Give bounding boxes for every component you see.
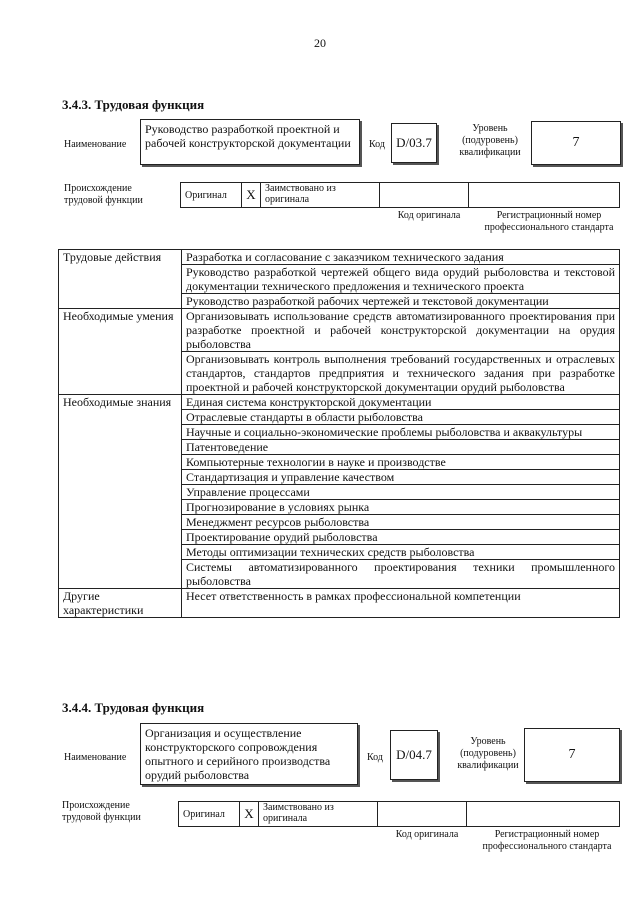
original-label: Оригинал	[181, 183, 242, 208]
level-box	[524, 728, 620, 782]
category-knowledge: Необходимые знания	[59, 395, 182, 589]
list-item: Системы автоматизированного проектирования техники промышленного рыболовства	[182, 560, 620, 589]
code-label: Код	[367, 752, 383, 763]
list-item: Проектирование орудий рыболовства	[182, 530, 620, 545]
list-item: Методы оптимизации технических средств рыболовства	[182, 545, 620, 560]
level-label: Уровень (подуровень) квалификации	[459, 123, 521, 158]
section-title: 3.4.3. Трудовая функция	[62, 97, 205, 112]
list-item: Отраслевые стандарты в области рыболовства	[182, 410, 620, 425]
function-code-box	[391, 123, 437, 163]
list-item: Руководство разработкой рабочих чертежей и текстовой документации	[182, 294, 620, 309]
list-item: Руководство разработкой чертежей общего вида орудий рыболовства и текстовой документации технического предложения и технического проекта	[182, 265, 620, 294]
category-labor-actions: Трудовые действия	[59, 250, 182, 309]
category-other: Другие характеристики	[59, 589, 182, 618]
function-code-box	[390, 730, 438, 780]
orig-code-cell	[378, 802, 467, 827]
orig-code-label: Код оригинала	[395, 829, 459, 840]
list-item: Несет ответственность в рамках профессиональной компетенции	[182, 589, 620, 618]
reg-number-label: Регистрационный номер профессионального стандарта	[484, 210, 614, 233]
list-item: Прогнозирование в условиях рынка	[182, 500, 620, 515]
function-name-box	[140, 119, 360, 165]
list-item: Единая система конструкторской документации	[182, 395, 620, 410]
section-title: 3.4.4. Трудовая функция	[62, 700, 205, 715]
level-value: 7	[572, 135, 580, 150]
origin-label: Происхождение трудовой функции	[62, 800, 141, 823]
list-item: Научные и социально-экономические проблемы рыболовства и аквакультуры	[182, 425, 620, 440]
table-row	[59, 309, 620, 352]
list-item: Разработка и согласование с заказчиком технического задания	[182, 250, 620, 265]
original-mark: X	[242, 183, 261, 208]
code-label: Код	[369, 139, 385, 150]
function-code: D/03.7	[396, 135, 432, 150]
list-item: Патентоведение	[182, 440, 620, 455]
list-item: Управление процессами	[182, 485, 620, 500]
function-name: Организация и осуществление конструкторского сопровождения опытного и серийного производства орудий рыболовства	[145, 726, 331, 782]
level-value: 7	[568, 747, 576, 762]
labor-function-table	[58, 249, 620, 618]
borrowed-label: Заимствовано из оригинала	[259, 802, 378, 827]
list-item: Компьютерные технологии в науке и производстве	[182, 455, 620, 470]
reg-number-cell	[467, 802, 620, 827]
origin-table	[178, 801, 620, 827]
function-code: D/04.7	[396, 747, 432, 762]
table-row	[59, 250, 620, 265]
origin-label: Происхождение трудовой функции	[64, 183, 143, 206]
list-item: Стандартизация и управление качеством	[182, 470, 620, 485]
name-label: Наименование	[64, 139, 127, 150]
borrowed-label: Заимствовано из оригинала	[261, 183, 380, 208]
original-mark: X	[240, 802, 259, 827]
category-skills: Необходимые умения	[59, 309, 182, 395]
page-number: 20	[314, 36, 326, 50]
orig-code-label: Код оригинала	[397, 210, 461, 221]
table-row	[59, 395, 620, 410]
level-label: Уровень (подуровень) квалификации	[457, 736, 519, 771]
table-row	[59, 589, 620, 618]
origin-table	[180, 182, 620, 208]
function-name-box	[140, 723, 358, 785]
reg-number-label: Регистрационный номер профессионального стандарта	[482, 829, 612, 852]
reg-number-cell	[469, 183, 620, 208]
original-label: Оригинал	[179, 802, 240, 827]
list-item: Организовывать контроль выполнения требований государственных и отраслевых стандартов, стандартов предприятия и технического задания при разработке проектной и рабочей конструкторской документации орудий рыболовства	[182, 352, 620, 395]
list-item: Организовывать использование средств автоматизированного проектирования при разработке проектной и рабочей конструкторской документации на орудия рыболовства	[182, 309, 620, 352]
orig-code-cell	[380, 183, 469, 208]
name-label: Наименование	[64, 752, 127, 763]
function-name: Руководство разработкой проектной и рабочей конструкторской документации	[145, 122, 351, 150]
level-box	[531, 121, 621, 165]
list-item: Менеджмент ресурсов рыболовства	[182, 515, 620, 530]
